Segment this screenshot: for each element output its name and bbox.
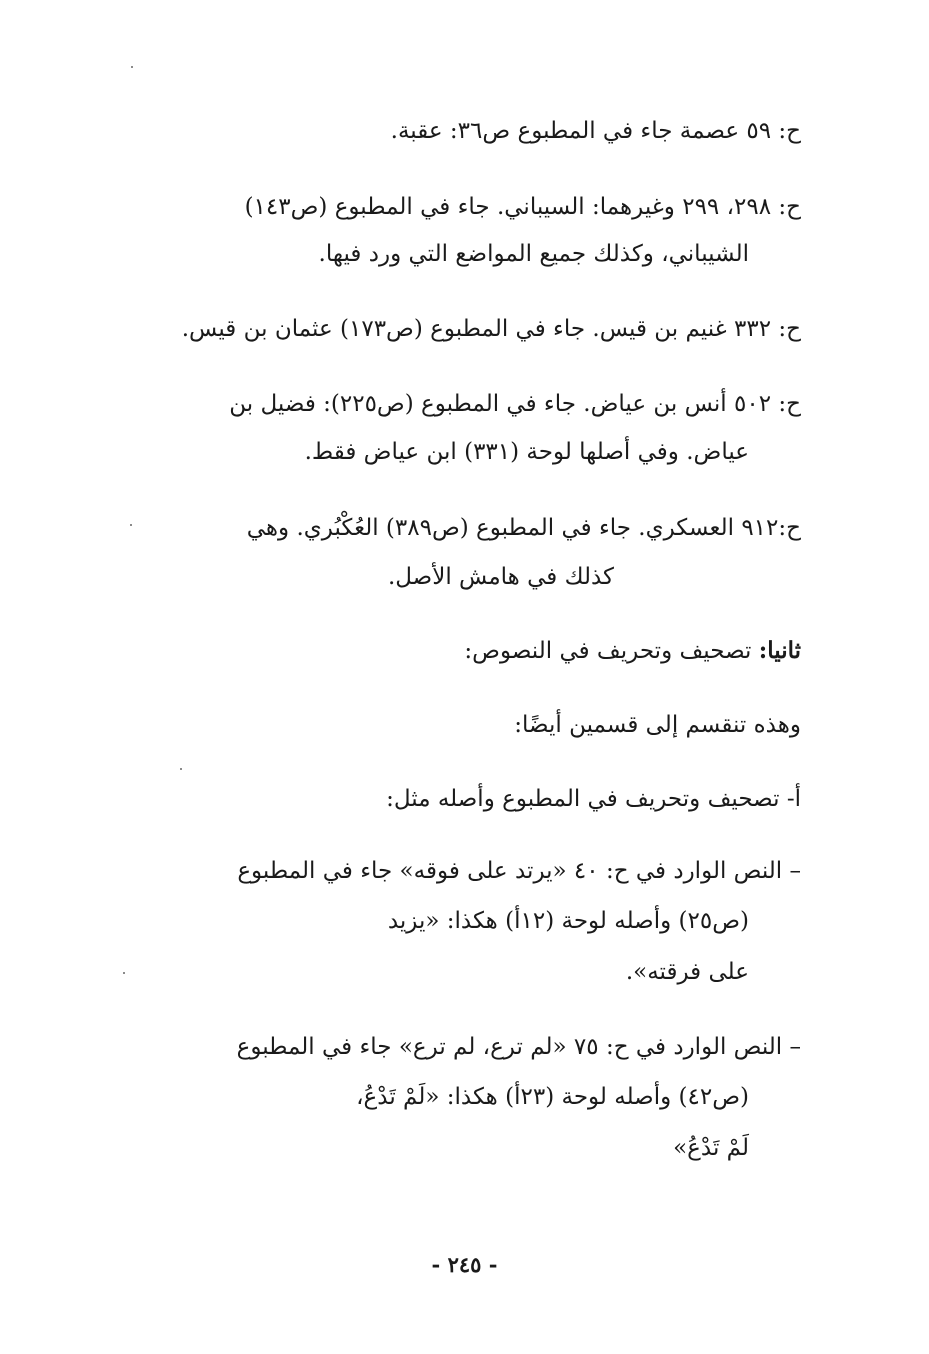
note-line: ح: ٣٣٢ غنيم بن قيس. جاء في المطبوع (ص١٧٣) عثمان بن قيس. <box>181 316 801 342</box>
note-line: ح: ٥٠٢ أنس بن عياض. جاء في المطبوع (ص٢٢٥): فضيل بن <box>229 391 801 417</box>
section-heading-bold: ثانيا: <box>758 637 801 664</box>
section-intro: وهذه تنقسم إلى قسمين أيضًا: <box>514 712 801 738</box>
note-line: عياض. وفي أصلها لوحة (٣٣١) ابن عياض فقط. <box>304 439 749 465</box>
example-line: (ص٢٥) وأصله لوحة (١٢أ) هكذا: «يزيد <box>387 908 749 934</box>
scan-speck <box>131 66 133 68</box>
scan-speck <box>123 972 125 974</box>
note-line: الشيباني، وكذلك جميع المواضع التي ورد فيها. <box>318 241 749 267</box>
section-subheading: أ- تصحيف وتحريف في المطبوع وأصله مثل: <box>386 786 801 812</box>
scan-speck <box>180 768 182 770</box>
section-heading <box>464 637 801 665</box>
section-heading-text: تصحيف وتحريف في النصوص: <box>464 638 759 664</box>
note-line: ح:٩١٢ العسكري. جاء في المطبوع (ص٣٨٩) العُكْبُري. وهي <box>246 515 801 541</box>
note-line: ح: ٥٩ عصمة جاء في المطبوع ص٣٦: عقبة. <box>390 118 801 144</box>
example-line: – النص الوارد في ح: ٧٥ «لم ترع، لم ترع» جاء في المطبوع <box>236 1034 801 1060</box>
example-line: لَمْ تَدْعُ» <box>673 1135 749 1161</box>
page-number: - ٢٤٥ - <box>431 1252 498 1277</box>
note-line: كذلك في هامش الأصل. <box>387 564 614 590</box>
scan-speck <box>130 524 132 526</box>
example-line: – النص الوارد في ح: ٤٠ «يرتد على فوقه» جاء في المطبوع <box>237 858 801 884</box>
note-line: ح: ٢٩٨، ٢٩٩ وغيرهما: السيباني. جاء في المطبوع (ص١٤٣) <box>244 194 801 220</box>
example-line: (ص٤٢) وأصله لوحة (٢٣أ) هكذا: «لَمْ تَدْعُ، <box>356 1084 749 1110</box>
example-line: على فرقته». <box>625 959 749 985</box>
